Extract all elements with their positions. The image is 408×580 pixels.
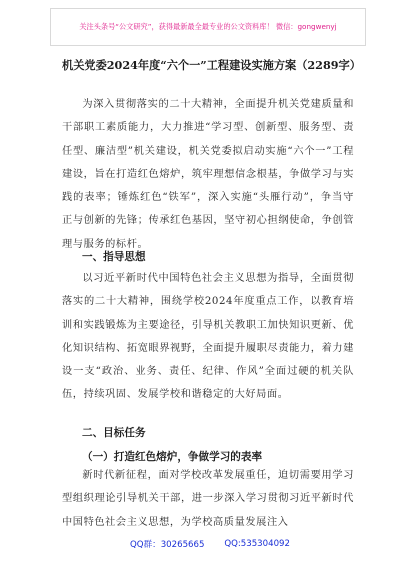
promo-banner (50, 8, 366, 46)
qq-contact-link[interactable]: QQ:535304092 (224, 539, 290, 549)
section-heading-guiding-ideology: 一、指导思想 (82, 251, 146, 263)
qq-group-link[interactable]: QQ群：30265665 (130, 540, 205, 550)
intro-paragraph: 为深入贯彻落实的二十大精神，全面提升机关党建质量和干部职工素质能力，大力推进“学习型、创新型、服务型、责任型、廉洁型”机关建设，机关党委拟启动实施“六个一”工程建设，旨在打造红色熔炉，筑牢理想信念根基，争做学习与实践的表率；锤炼红色“铁军”，深入实施“头雁行动”，争当守正与创新的先锋；传承红色基因，坚守初心担纲使命，争创管理与服务的标杆。 (62, 99, 354, 250)
subsection-heading-red-furnace: （一）打造红色熔炉，争做学习的表率 (82, 451, 263, 463)
guiding-ideology-paragraph: 以习近平新时代中国特色社会主义思想为指导，全面贯彻落实的二十大精神，围绕学校2024年度重点工作，以教育培训和实践锻炼为主要途径，引导机关教职工加快知识更新、优化知识结构、拓宽眼界视野，全面提升履职尽责能力，着力建设一支“政治、业务、责任、纪律、作风”全面过硬的机关队伍，持续巩固、发展学校和谐稳定的大好局面。 (62, 273, 354, 401)
section-heading-goals-tasks: 二、目标任务 (82, 427, 146, 439)
contact-footer (130, 535, 290, 553)
red-furnace-paragraph: 新时代新征程，面对学校改革发展重任，迫切需要用学习型组织理论引导机关干部，进一步深入学习贯彻习近平新时代中国特色社会主义思想，为学校高质量发展注入 (62, 470, 354, 528)
document-title: 机关党委2024年度“六个一”工程建设实施方案（2289字） (62, 58, 361, 72)
promo-banner-text: 关注头条号“公文研究”，获得最新最全最专业的公文资料库！ 微信：gongwenyj (79, 22, 337, 31)
